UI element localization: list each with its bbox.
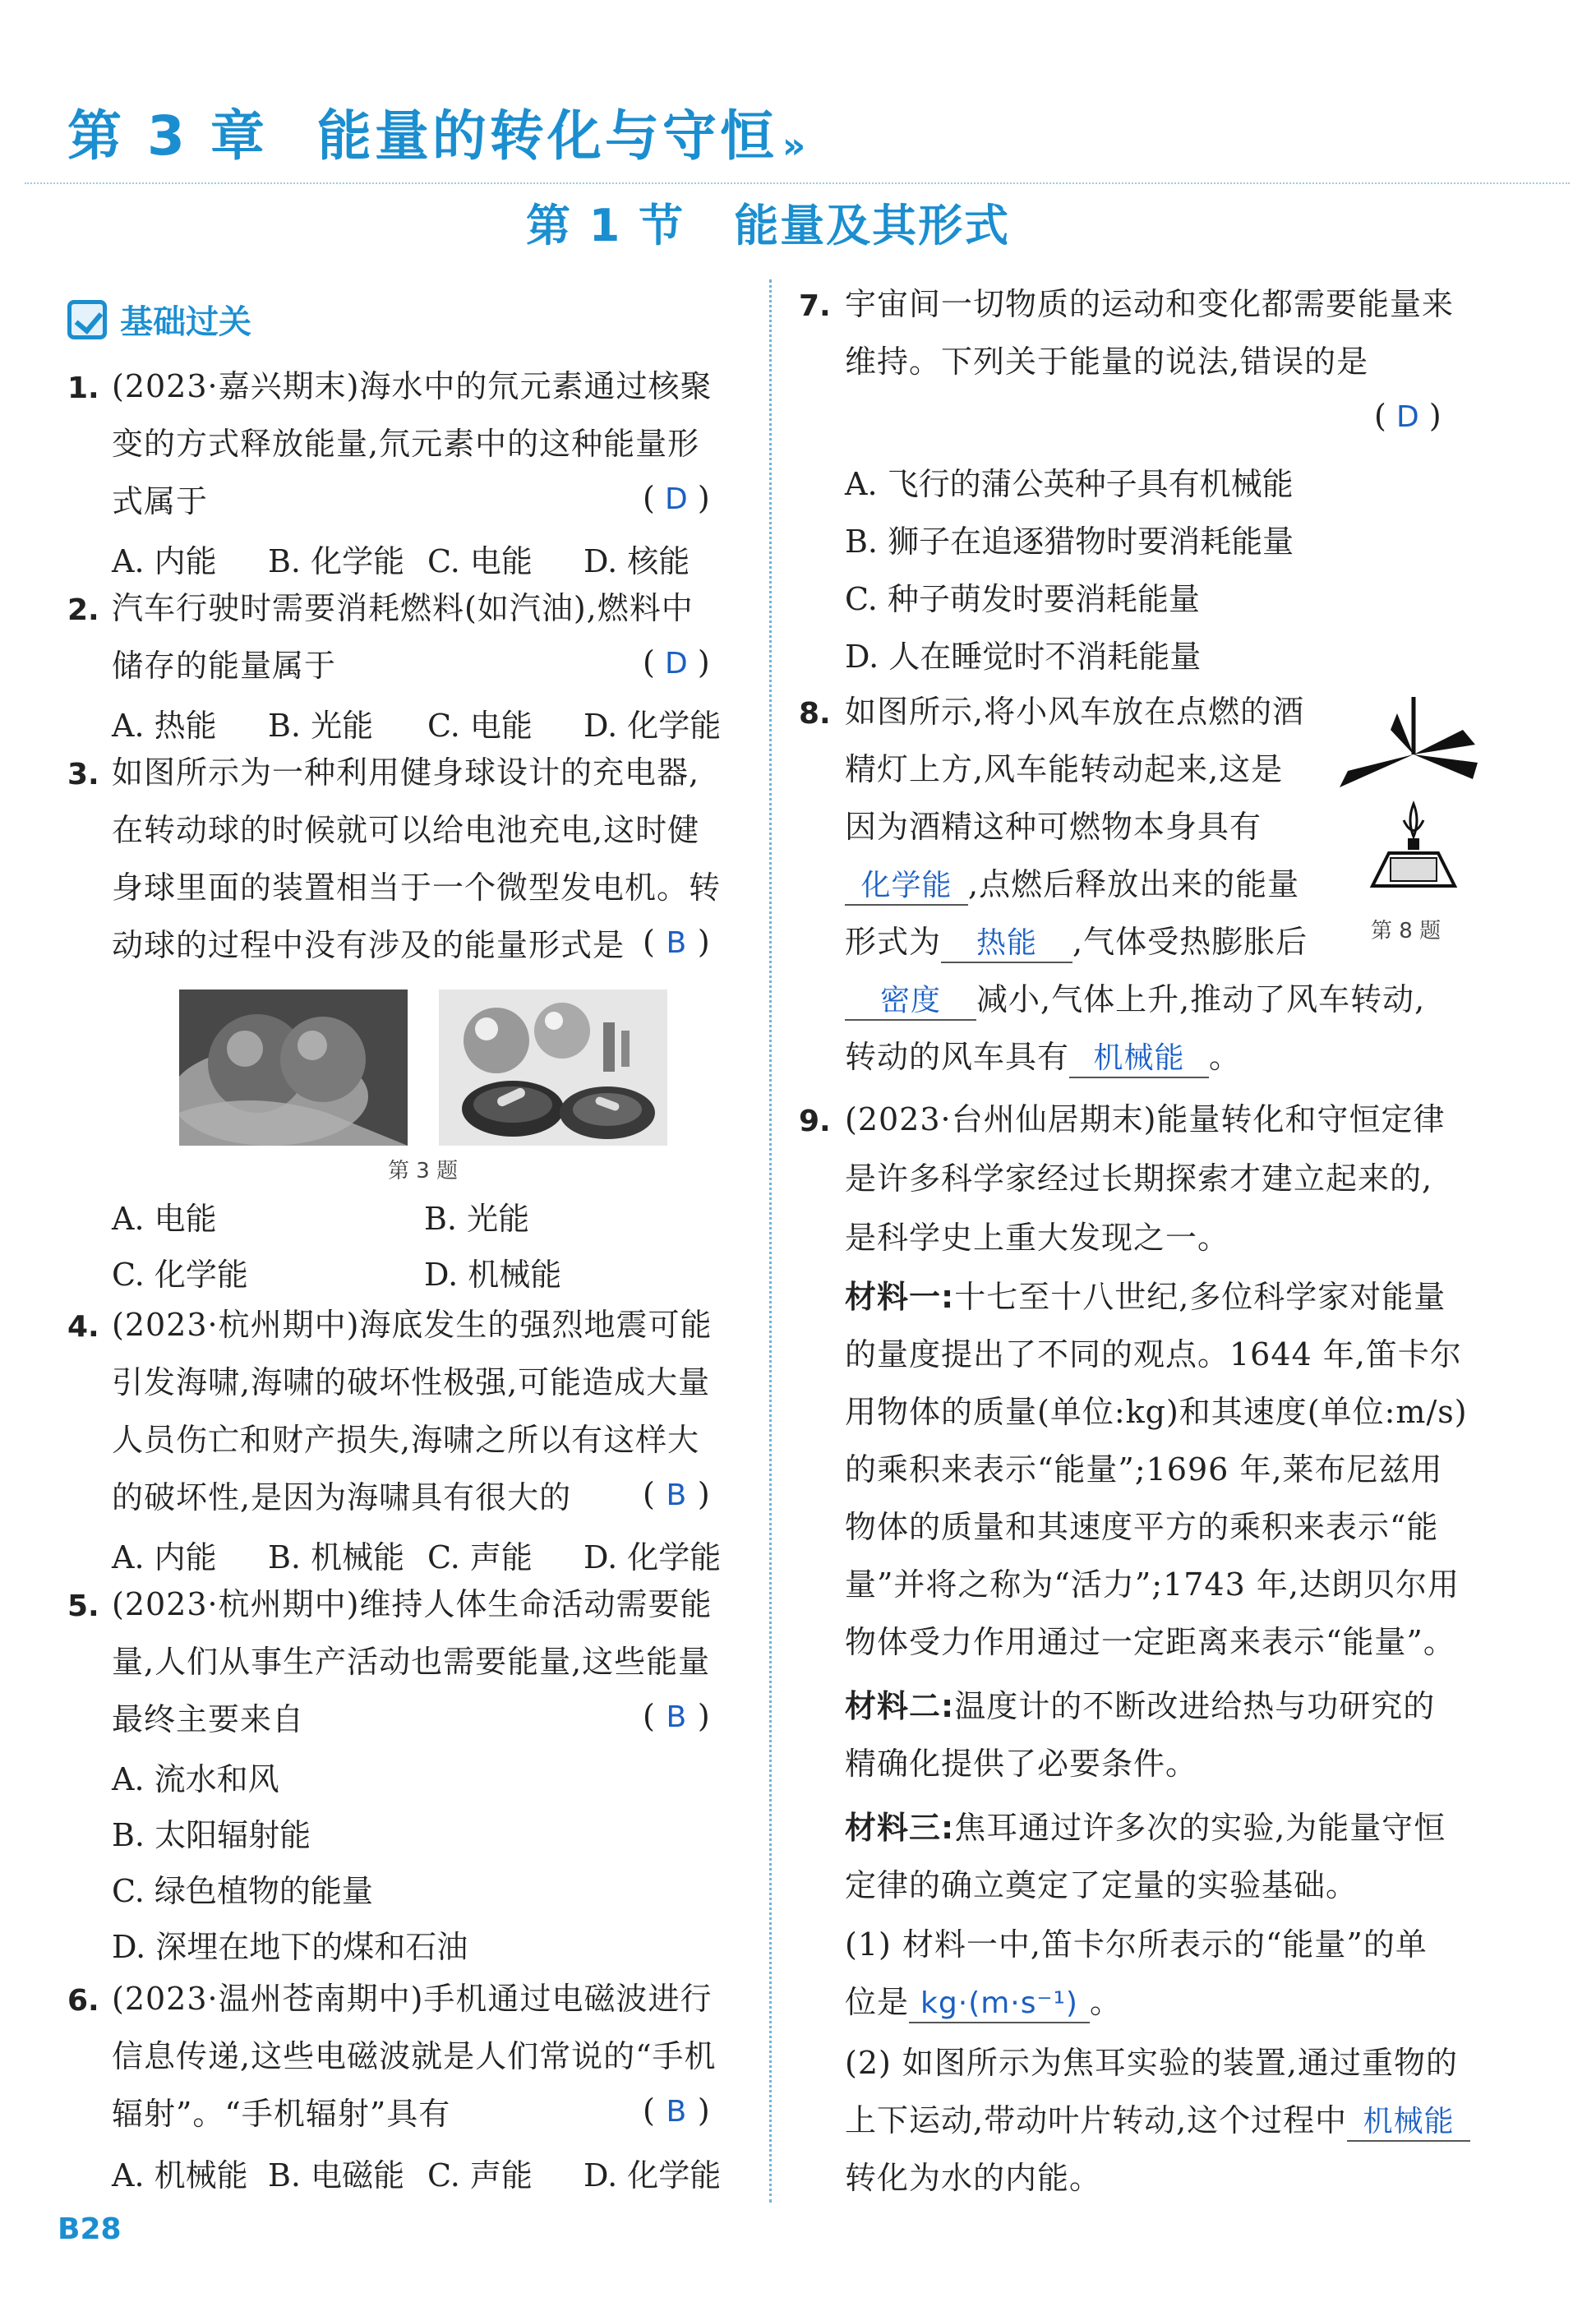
question-text-line: 精灯上方,风车能转动起来,这是 xyxy=(845,751,1284,787)
question-text-line: 是科学史上重大发现之一。 xyxy=(845,1220,1230,1256)
answer-blank: 机械能 xyxy=(1347,2104,1470,2142)
material-1-line: 的量度提出了不同的观点。1644 年,笛卡尔 xyxy=(845,1336,1462,1372)
question-number: 9. xyxy=(799,1105,831,1138)
option-b: B. 光能 xyxy=(424,1201,530,1237)
material-1-line: 的乘积来表示“能量”;1696 年,莱布尼兹用 xyxy=(845,1451,1443,1488)
question-text-line: 如图所示为一种利用健身球设计的充电器, xyxy=(112,754,700,791)
question-text-line: 如图所示,将小风车放在点燃的酒 xyxy=(845,694,1305,730)
answer-value: B xyxy=(666,2095,687,2129)
question-number: 4. xyxy=(67,1310,99,1344)
option-b: B. 机械能 xyxy=(268,1539,405,1575)
answer-bracket: ( B ) xyxy=(643,1698,710,1734)
question-text-line: (2023·温州苍南期中)手机通过电磁波进行 xyxy=(112,1981,713,2017)
text-fragment: 上下运动,带动叶片转动,这个过程中 xyxy=(845,2102,1348,2138)
question-text-line xyxy=(845,1036,1241,1078)
question-number: 3. xyxy=(67,758,99,791)
answer-blank: 化学能 xyxy=(845,868,968,906)
material-3-line xyxy=(845,1806,1446,1849)
question-text-line: (2023·台州仙居期末)能量转化和守恒定律 xyxy=(845,1101,1446,1137)
question-text-line: 汽车行驶时需要消耗燃料(如汽油),燃料中 xyxy=(112,590,694,626)
answer-blank: 热能 xyxy=(941,925,1072,963)
chapter-number: 第 3 章 xyxy=(67,104,268,168)
material-1-line: 物体的质量和其速度平方的乘积来表示“能 xyxy=(845,1509,1439,1545)
question-text-line: 式属于 xyxy=(112,483,209,519)
answer-bracket: ( B ) xyxy=(643,2092,710,2129)
answer-bracket: ( D ) xyxy=(643,480,710,516)
section-name: 能量及其形式 xyxy=(734,200,1011,251)
question-text-line: 在转动球的时候就可以给电池充电,这时健 xyxy=(112,812,700,848)
question-text-line: 最终主要来自 xyxy=(112,1701,305,1737)
option-b: B. 太阳辐射能 xyxy=(112,1817,311,1853)
question-text-line: 引发海啸,海啸的破坏性极强,可能造成大量 xyxy=(112,1364,711,1400)
option-d: D. 人在睡觉时不消耗能量 xyxy=(845,639,1202,675)
text-fragment: 焦耳通过许多次的实验,为能量守恒 xyxy=(954,1810,1446,1846)
answer-value: D xyxy=(664,647,688,680)
material-2-line xyxy=(845,1685,1435,1728)
basics-badge xyxy=(67,296,251,343)
option-c: C. 声能 xyxy=(427,1539,533,1575)
answer-blank: kg·(m·s⁻¹) xyxy=(909,1986,1090,2023)
option-c: C. 化学能 xyxy=(112,1257,248,1293)
material-label: 材料二: xyxy=(845,1688,955,1724)
question-text-line: 维持。下列关于能量的说法,错误的是 xyxy=(845,344,1369,380)
option-c: C. 电能 xyxy=(427,543,533,579)
option-b: B. 光能 xyxy=(268,708,374,744)
text-fragment: 减小,气体上升,推动了风车转动, xyxy=(976,981,1426,1017)
page-number: B28 xyxy=(58,2212,122,2246)
option-c: C. 电能 xyxy=(427,708,533,744)
option-d: D. 化学能 xyxy=(584,708,722,744)
option-c: C. 绿色植物的能量 xyxy=(112,1873,373,1909)
sub-question-2 xyxy=(845,2099,1470,2142)
text-fragment: 。 xyxy=(1209,1039,1242,1075)
material-1-line xyxy=(845,1276,1446,1318)
material-1-line: 量”并将之称为“活力”;1743 年,达朗贝尔用 xyxy=(845,1566,1460,1603)
chapter-name: 能量的转化与守恒 xyxy=(316,104,777,168)
option-b: B. 化学能 xyxy=(268,543,405,579)
question-text-line xyxy=(845,978,1425,1021)
ball-parts-photo xyxy=(439,990,667,1146)
header-divider xyxy=(25,182,1570,184)
double-chevron-right-icon: » xyxy=(782,125,810,167)
option-a: A. 热能 xyxy=(112,708,217,744)
question-number: 8. xyxy=(799,697,831,731)
question-number: 2. xyxy=(67,593,99,627)
answer-value: D xyxy=(664,482,688,516)
answer-bracket: ( B ) xyxy=(643,924,710,960)
question-text-line: 量,人们从事生产活动也需要能量,这些能量 xyxy=(112,1644,711,1680)
text-fragment: 。 xyxy=(1090,1984,1123,2020)
material-label: 材料三: xyxy=(845,1810,955,1846)
answer-blank: 机械能 xyxy=(1069,1040,1209,1078)
option-a: A. 流水和风 xyxy=(112,1761,279,1797)
question-text-line: 信息传递,这些电磁波就是人们常说的“手机 xyxy=(112,2038,717,2074)
pinwheel-lamp-figure xyxy=(1331,697,1479,904)
answer-bracket: ( B ) xyxy=(643,1476,710,1512)
option-a: A. 电能 xyxy=(112,1201,217,1237)
sub-question-2: (2) 如图所示为焦耳实验的装置,通过重物的 xyxy=(845,2045,1458,2081)
text-fragment: 形式为 xyxy=(845,924,942,960)
question-number: 1. xyxy=(67,371,99,405)
text-fragment: ,点燃后释放出来的能量 xyxy=(968,866,1300,902)
question-text-line: 的破坏性,是因为海啸具有很大的 xyxy=(112,1479,572,1515)
question-text-line: 宇宙间一切物质的运动和变化都需要能量来 xyxy=(845,286,1455,322)
option-d: D. 核能 xyxy=(584,543,690,579)
option-c: C. 声能 xyxy=(427,2157,533,2194)
answer-blank: 密度 xyxy=(845,983,976,1021)
option-d: D. 化学能 xyxy=(584,1539,722,1575)
answer-value: B xyxy=(666,926,687,960)
badge-label: 基础过关 xyxy=(120,303,251,341)
text-fragment: 十七至十八世纪,多位科学家对能量 xyxy=(954,1279,1446,1315)
section-number: 第 1 节 xyxy=(526,200,685,251)
option-c: C. 种子萌发时要消耗能量 xyxy=(845,581,1200,617)
material-1-line: 物体受力作用通过一定距离来表示“能量”。 xyxy=(845,1624,1455,1660)
hand-ball-photo xyxy=(179,990,408,1146)
question-number: 7. xyxy=(799,289,831,323)
question-text-line: (2023·杭州期中)海底发生的强烈地震可能 xyxy=(112,1307,713,1343)
option-a: A. 机械能 xyxy=(112,2157,248,2194)
answer-value: B xyxy=(666,1700,687,1734)
option-d: D. 深埋在地下的煤和石油 xyxy=(112,1929,468,1965)
figure-caption: 第 8 题 xyxy=(1371,919,1441,943)
question-text-line: 人员伤亡和财产损失,海啸之所以有这样大 xyxy=(112,1422,700,1458)
question-text-line xyxy=(845,920,1308,963)
option-a: A. 内能 xyxy=(112,543,217,579)
text-fragment: ,气体受热膨胀后 xyxy=(1072,924,1308,960)
figure-caption: 第 3 题 xyxy=(388,1159,459,1183)
question-number: 5. xyxy=(67,1589,99,1623)
material-1-line: 用物体的质量(单位:kg)和其速度(单位:m/s) xyxy=(845,1394,1468,1430)
question-text-line: 因为酒精这种可燃物本身具有 xyxy=(845,809,1262,845)
text-fragment: 温度计的不断改进给热与功研究的 xyxy=(954,1688,1436,1724)
question-text-line: 动球的过程中没有涉及的能量形式是 xyxy=(112,927,625,963)
answer-bracket: ( D ) xyxy=(1374,398,1441,434)
question-number: 6. xyxy=(67,1984,99,2018)
chapter-title xyxy=(67,92,809,170)
sub-question-1 xyxy=(845,1981,1122,2023)
question-text-line: 储存的能量属于 xyxy=(112,648,337,684)
material-2-line: 精确化提供了必要条件。 xyxy=(845,1746,1198,1782)
sub-question-2: 转化为水的内能。 xyxy=(845,2160,1102,2196)
column-divider xyxy=(769,279,772,2203)
text-fragment: 转动的风车具有 xyxy=(845,1039,1070,1075)
checkbox-checked-icon xyxy=(67,300,107,339)
option-a: A. 内能 xyxy=(112,1539,217,1575)
question-text-line: (2023·杭州期中)维持人体生命活动需要能 xyxy=(112,1586,713,1622)
question-text-line: 变的方式释放能量,氘元素中的这种能量形 xyxy=(112,426,700,462)
question-text-line: 辐射”。“手机辐射”具有 xyxy=(112,2096,451,2132)
option-a: A. 飞行的蒲公英种子具有机械能 xyxy=(845,466,1294,502)
question-text-line: (2023·嘉兴期末)海水中的氘元素通过核聚 xyxy=(112,368,713,404)
option-b: B. 狮子在追逐猎物时要消耗能量 xyxy=(845,524,1294,560)
option-b: B. 电磁能 xyxy=(268,2157,405,2194)
material-3-line: 定律的确立奠定了定量的实验基础。 xyxy=(845,1867,1358,1903)
section-title xyxy=(526,191,1010,254)
option-d: D. 化学能 xyxy=(584,2157,722,2194)
option-d: D. 机械能 xyxy=(424,1257,562,1293)
question-text-line: 是许多科学家经过长期探索才建立起来的, xyxy=(845,1160,1433,1197)
sub-question-1: (1) 材料一中,笛卡尔所表示的“能量”的单 xyxy=(845,1926,1428,1963)
answer-bracket: ( D ) xyxy=(643,644,710,680)
question-text-line: 身球里面的装置相当于一个微型发电机。转 xyxy=(112,870,722,906)
answer-value: D xyxy=(1395,400,1419,434)
question-text-line xyxy=(845,863,1299,906)
material-label: 材料一: xyxy=(845,1279,955,1315)
text-fragment: 位是 xyxy=(845,1984,910,2020)
answer-value: B xyxy=(666,1479,687,1512)
